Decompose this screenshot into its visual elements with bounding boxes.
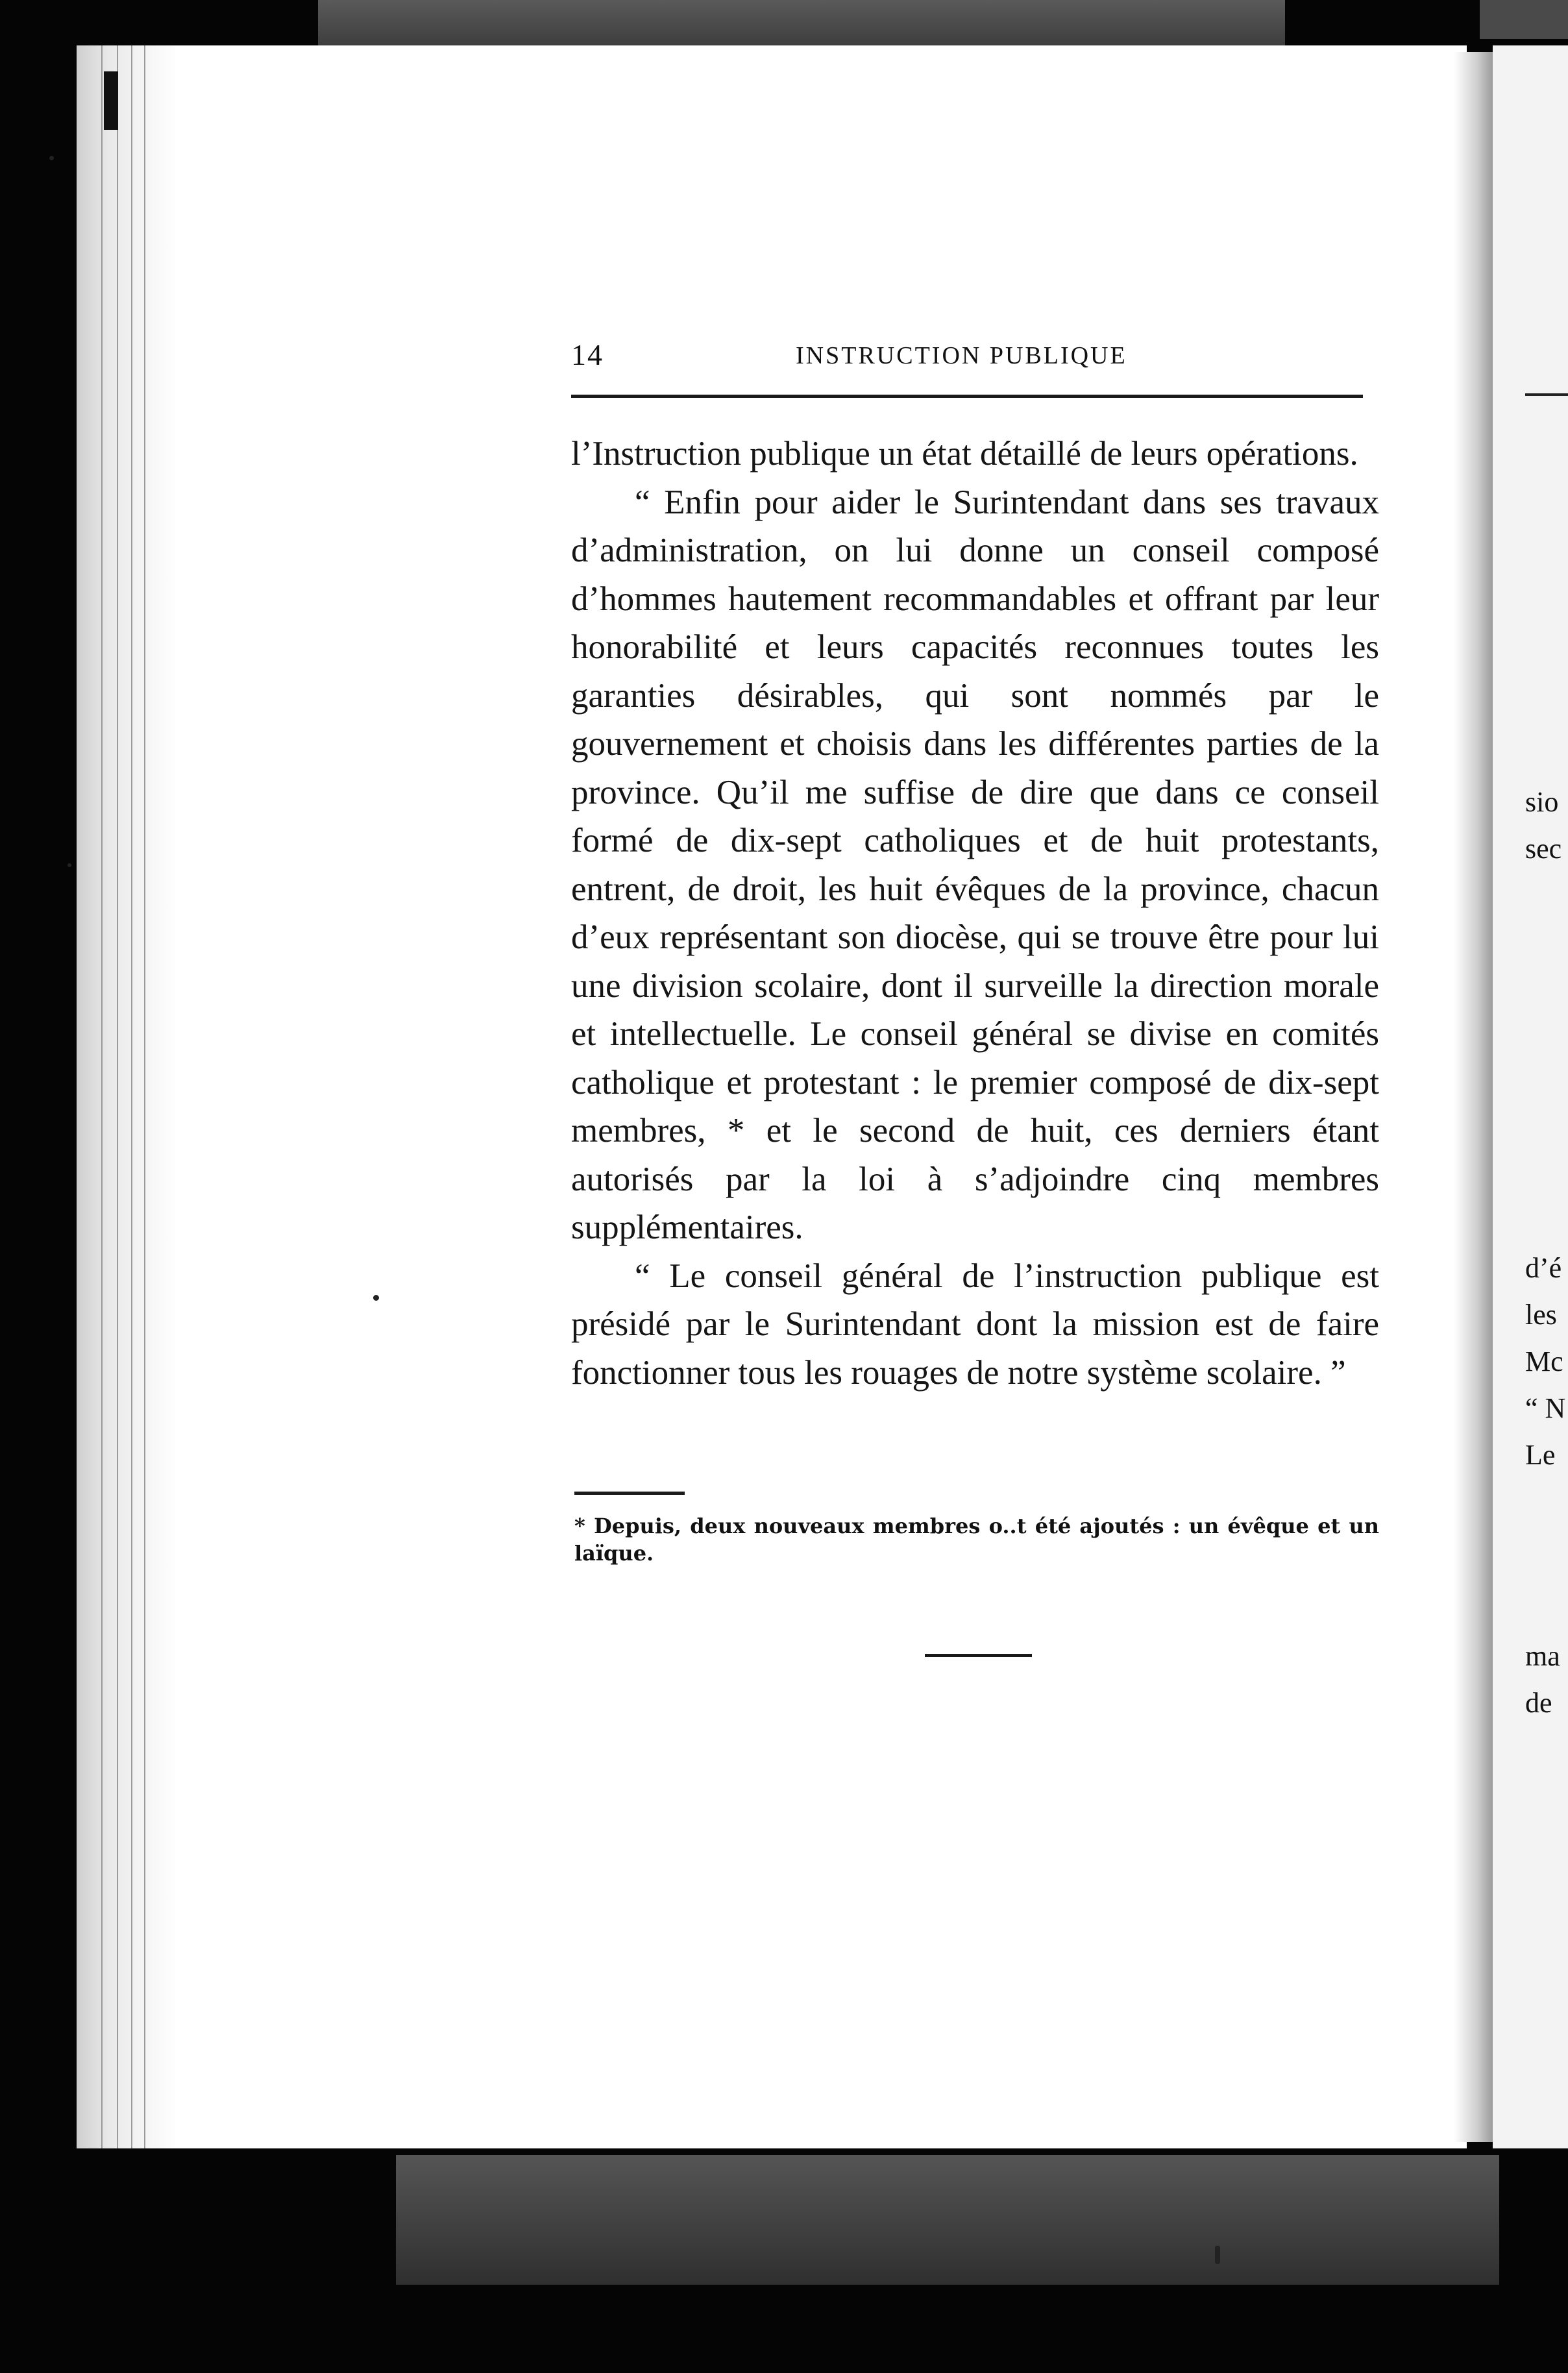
- facing-text-fragment: les: [1525, 1299, 1557, 1331]
- facing-text-fragment: sec: [1525, 833, 1562, 865]
- scan-speck: [1215, 2246, 1220, 2264]
- scan-border-top-right: [1480, 0, 1568, 39]
- facing-text-fragment: Le: [1525, 1439, 1556, 1471]
- facing-text-fragment: “ N: [1525, 1392, 1566, 1424]
- end-of-section-rule: [925, 1654, 1032, 1657]
- running-title: INSTRUCTION PUBLIQUE: [796, 342, 1127, 369]
- scan-artifact: [104, 71, 118, 130]
- facing-text-fragment: d’é: [1525, 1252, 1562, 1284]
- facing-page-fragment: [1493, 45, 1568, 2148]
- scan-border-bottom: [396, 2155, 1499, 2285]
- facing-text-fragment: sio: [1525, 786, 1559, 818]
- book-page-edges: [77, 45, 180, 2148]
- page-edge-line: [117, 45, 118, 2148]
- facing-text-fragment: de: [1525, 1687, 1552, 1719]
- page-number: 14: [571, 338, 604, 371]
- scan-border-top: [318, 0, 1285, 45]
- facing-header-rule: [1525, 393, 1568, 396]
- paragraph: “ Enfin pour aider le Surintendant dans ses travaux d’administration, on lui donne un conseil composé d’hommes hautement recommandables et offrant par leur honorabilité et leurs capacités reconnues toutes les garanties désirables, qui sont nommés par le gouvernement et choisis dans les différentes parties de la province. Qu’il me suffise de dire que dans ce conseil formé de dix-sept catholiques et de huit protestants, entrent, de droit, les huit évêques de la province, chacun d’eux représentant son diocèse, qui se trouve être pour lui une division scolaire, dont il surveille la direction morale et intellectuelle. Le conseil général se divise en comités catholique et protestant : le premier composé de dix-sept membres, * et le second de huit, ces derniers étant autorisés par la loi à s’adjoindre cinq membres supplémentaires.: [571, 483, 1379, 1246]
- page-edge-line: [144, 45, 145, 2148]
- footnote: * Depuis, deux nouveaux membres o..t été ajoutés : un évêque et un laïque.: [574, 1514, 1379, 1566]
- scan-speck: [49, 156, 54, 160]
- gutter-shadow: [1454, 52, 1493, 2142]
- facing-text-fragment: Mc: [1525, 1346, 1563, 1377]
- footnote-rule: [574, 1492, 685, 1495]
- paragraph: “ Le conseil général de l’instruction publique est présidé par le Surintendant dont la mission est de faire fonctionner tous les rouages de notre système scolaire. ”: [571, 1257, 1379, 1392]
- facing-text-fragment: ma: [1525, 1640, 1560, 1672]
- body-text: [571, 430, 1379, 1397]
- page-edge-line: [101, 45, 103, 2148]
- page-edge-line: [131, 45, 132, 2148]
- scan-speck: [67, 863, 71, 867]
- header-rule: [571, 395, 1363, 398]
- scan-speck: [373, 1295, 379, 1301]
- paragraph: l’Instruction publique un état détaillé de leurs opérations.: [571, 435, 1358, 473]
- page-header: [571, 338, 1363, 376]
